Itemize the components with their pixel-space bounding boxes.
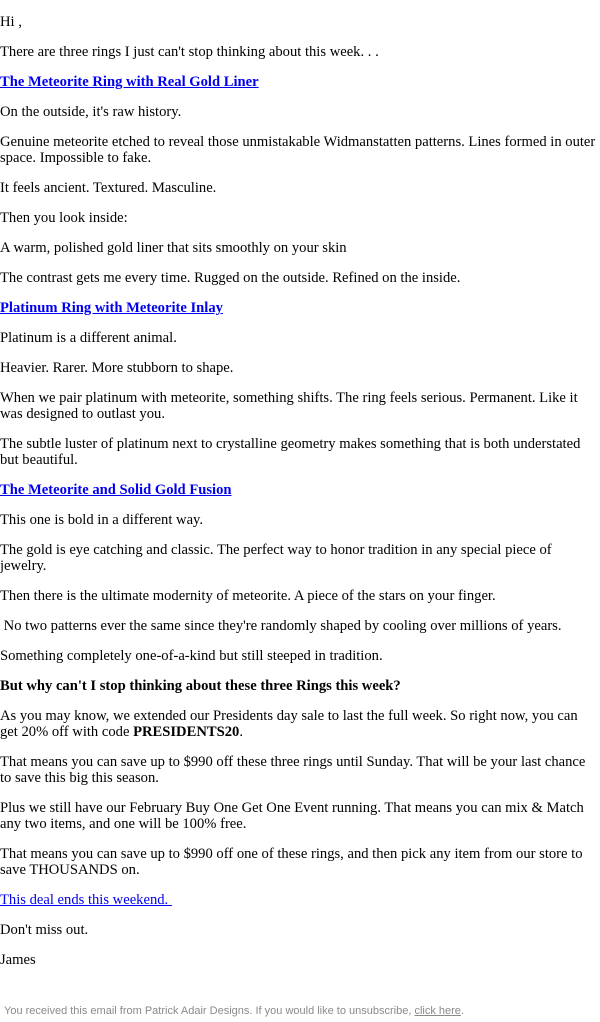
ring2-heading [0, 300, 596, 316]
footer-text: You received this email from Patrick Adair Designs. If you would like to unsubscribe, [4, 1005, 415, 1017]
ring1-paragraph: It feels ancient. Textured. Masculine. [0, 180, 217, 196]
sale-paragraph: Plus we still have our February Buy One Get One Event running. That means you can mix & Match any two items, and one will be 100% free. [0, 800, 584, 832]
ring1-paragraph: The contrast gets me every time. Rugged on the outside. Refined on the inside. [0, 270, 461, 286]
ring3-paragraph: Then there is the ultimate modernity of meteorite. A piece of the stars on your finger. [0, 588, 496, 604]
sale-paragraph: That means you can save up to $990 off one of these rings, and then pick any item from our store to save THOUSANDS on. [0, 846, 583, 878]
ring1-paragraph: A warm, polished gold liner that sits smoothly on your skin [0, 240, 347, 256]
ring3-title-link[interactable]: The Meteorite and Solid Gold Fusion [0, 482, 232, 498]
sale-text-end: . [239, 724, 243, 740]
ring1-title-link[interactable]: The Meteorite Ring with Real Gold Liner [0, 74, 259, 90]
ring2-paragraph: Heavier. Rarer. More stubborn to shape. [0, 360, 234, 376]
sale-text: As you may know, we extended our Presidents day sale to last the full week. So right now, you can get 20% off with code [0, 708, 578, 740]
ring3-paragraph: Something completely one-of-a-kind but still steeped in tradition. [0, 648, 383, 664]
footer-end: . [460, 1005, 464, 1017]
ring1-paragraph: On the outside, it's raw history. [0, 104, 182, 120]
why-heading: But why can't I stop thinking about these three Rings this week? [0, 678, 401, 694]
ring1-paragraph: Then you look inside: [0, 210, 128, 226]
ring1-heading [0, 74, 596, 90]
deal-line [0, 892, 596, 908]
sale-paragraph [0, 708, 596, 740]
ring2-paragraph: Platinum is a different animal. [0, 330, 177, 346]
ring3-paragraph: No two patterns ever the same since they're randomly shaped by cooling over millions of years. [0, 618, 562, 634]
closing-text: Don't miss out. [0, 922, 89, 938]
email-body [0, 14, 596, 982]
signature: James [0, 952, 36, 968]
ring2-title-link[interactable]: Platinum Ring with Meteorite Inlay [0, 300, 223, 316]
intro-text: There are three rings I just can't stop thinking about this week. . . [0, 44, 379, 60]
unsubscribe-footer [4, 1005, 596, 1018]
ring3-paragraph: This one is bold in a different way. [0, 512, 204, 528]
ring2-paragraph: The subtle luster of platinum next to crystalline geometry makes something that is both understated but beautiful. [0, 436, 581, 468]
sale-paragraph: That means you can save up to $990 off these three rings until Sunday. That will be your last chance to save this big this season. [0, 754, 586, 786]
unsubscribe-link[interactable]: click here [414, 1005, 461, 1017]
promo-code: PRESIDENTS20 [133, 724, 240, 740]
ring2-paragraph: When we pair platinum with meteorite, something shifts. The ring feels serious. Permanent. Like it was designed to outlast you. [0, 390, 578, 422]
greeting: Hi , [0, 14, 22, 30]
ring3-paragraph: The gold is eye catching and classic. The perfect way to honor tradition in any special piece of jewelry. [0, 542, 552, 574]
ring3-heading [0, 482, 596, 498]
ring1-paragraph: Genuine meteorite etched to reveal those unmistakable Widmanstatten patterns. Lines formed in outer space. Impossible to fake. [0, 134, 596, 166]
deal-ends-link[interactable]: This deal ends this weekend. [0, 892, 172, 908]
